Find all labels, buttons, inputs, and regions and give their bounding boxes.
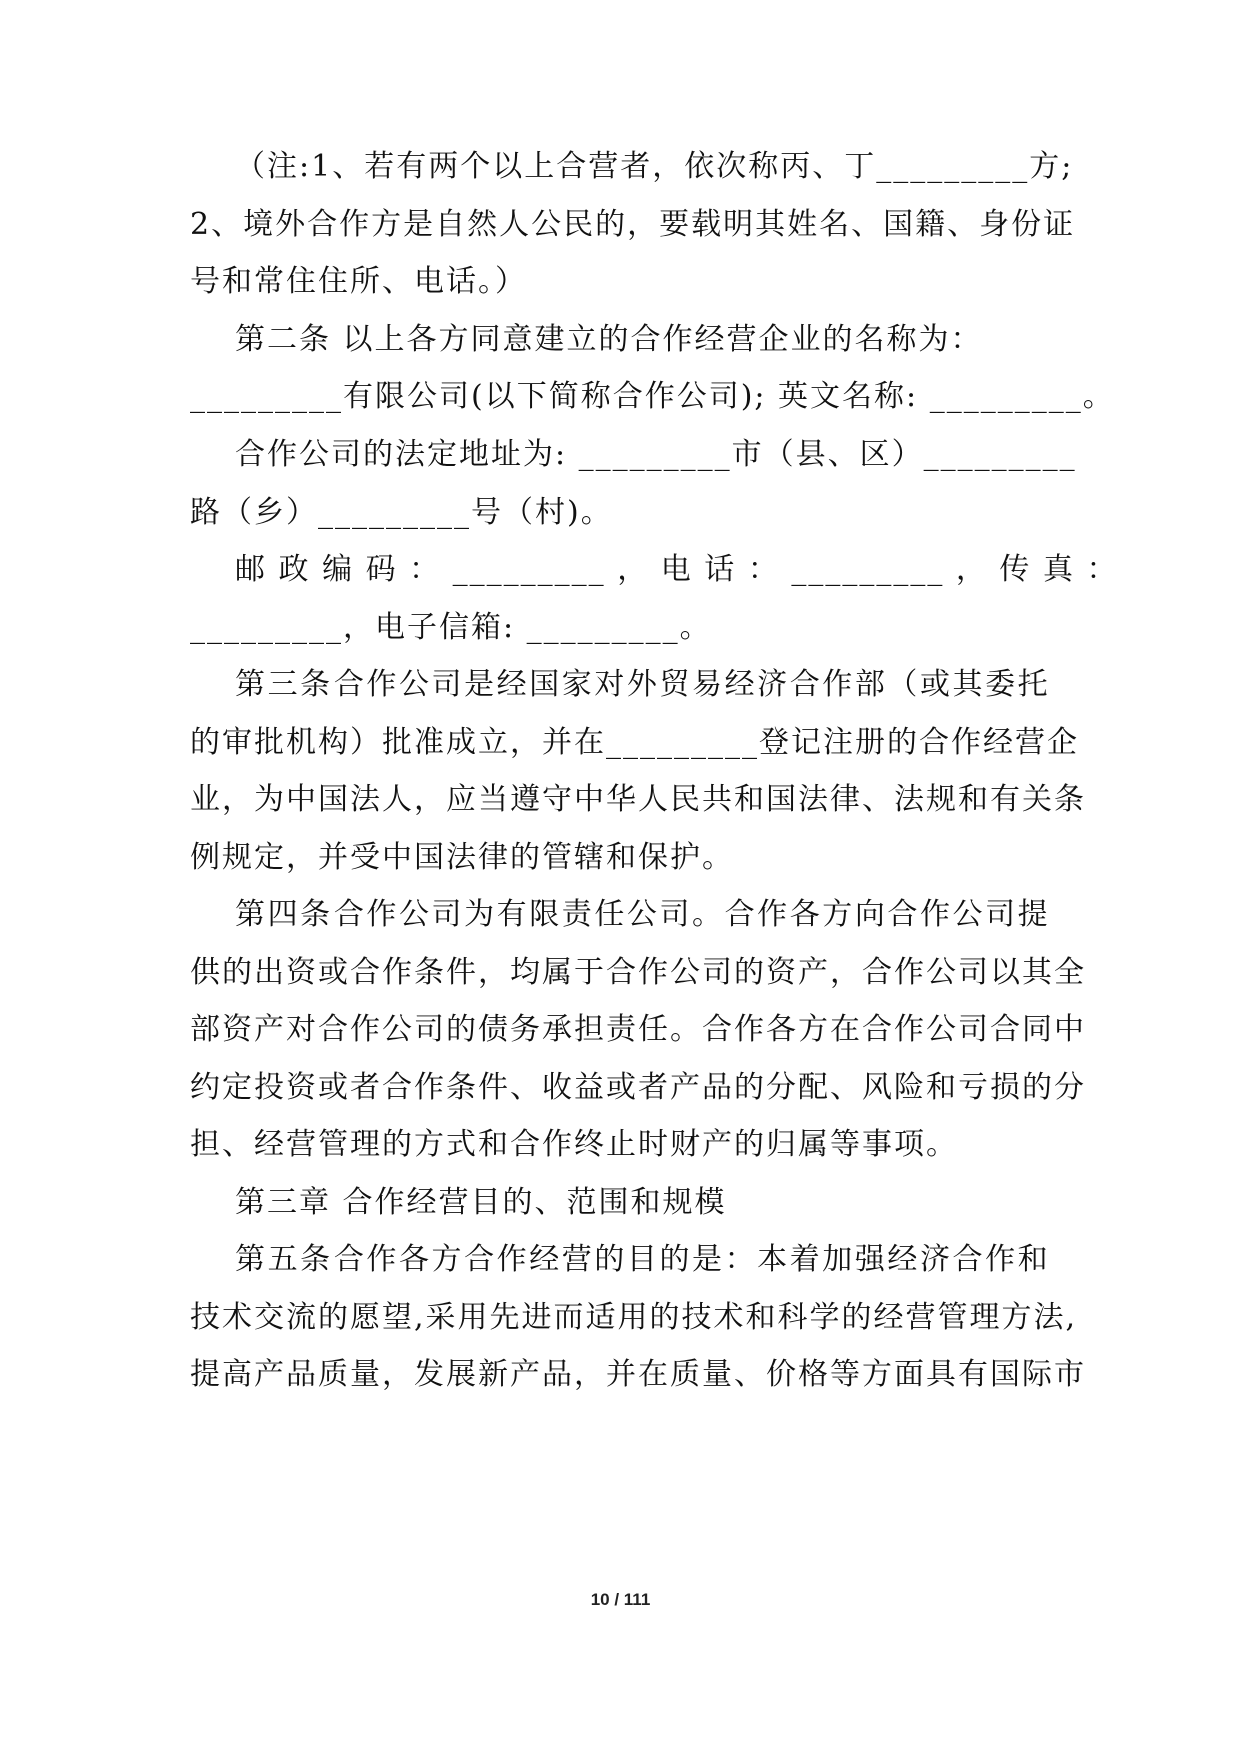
text-line: （ 注 : 1 、 若 有 两 个 以 上 合 营 者 ， 依 次 称 丙 、 丁 _ _ _ _ _ _ _ _ _ 方 ; — [235, 149, 1074, 184]
text-line: 第 五 条 合 作 各 方 合 作 经 营 的 目 的 是 ： 本 着 加 强 经 济 合 作 和 — [235, 1242, 1050, 1277]
text-line: 担、经营管理的方式和合作终止时财产的归属等事项。 — [190, 1127, 958, 1162]
page-number: 10 / 111 — [590, 1590, 651, 1609]
text-line: 路（乡）_________号（村)。 — [190, 495, 613, 530]
text-line: 合作公司的法定地址为: _________市（县、区）_________ — [235, 437, 1077, 472]
text-line: 部 资 产 对 合 作 公 司 的 债 务 承 担 责 任 。 合 作 各 方 在 合 作 公 司 合 同 中 — [190, 1012, 1086, 1047]
text-line: 2 、 境 外 合 作 方 是 自 然 人 公 民 的 ， 要 载 明 其 姓 名 、 国 籍 、 身 份 证 — [190, 207, 1076, 242]
text-line: 的 审 批 机 构 ） 批 准 成 立 ， 并 在 _ _ _ _ _ _ _ _ _ 登 记 注 册 的 合 作 经 营 企 — [190, 725, 1079, 760]
text-line: 例规定，并受中国法律的管辖和保护。 — [190, 840, 734, 875]
text-line: 技 术 交 流 的 愿 望 , 采 用 先 进 而 适 用 的 技 术 和 科 学 的 经 营 管 理 方 法 , — [190, 1300, 1078, 1335]
text-line: 业 ， 为 中 国 法 人 ， 应 当 遵 守 中 华 人 民 共 和 国 法 律 、 法 规 和 有 关 条 — [190, 782, 1086, 817]
text-line: 第二条 以上各方同意建立的合作经营企业的名称为： — [235, 322, 983, 357]
text-line: 约 定 投 资 或 者 合 作 条 件 、 收 益 或 者 产 品 的 分 配 、 风 险 和 亏 损 的 分 — [190, 1070, 1086, 1105]
text-line: 第 三 条 合 作 公 司 是 经 国 家 对 外 贸 易 经 济 合 作 部 （ 或 其 委 托 — [235, 667, 1050, 702]
chapter-heading: 第三章 合作经营目的、范围和规模 — [235, 1185, 727, 1220]
text-line: _________有限公司(以下简称合作公司); 英文名称: _________。 — [190, 379, 1115, 414]
text-line: 号和常住住所、电话。） — [190, 264, 527, 299]
text-line: _________，电子信箱: _________。 — [190, 610, 712, 645]
text-line: 邮 政 编 码 ： _________ ， 电 话 ： _________ ， 传 真 ： — [235, 552, 1119, 587]
text-line: 供 的 出 资 或 合 作 条 件 ， 均 属 于 合 作 公 司 的 资 产 ， 合 作 公 司 以 其 全 — [190, 955, 1086, 990]
text-line: 第 四 条 合 作 公 司 为 有 限 责 任 公 司 。 合 作 各 方 向 合 作 公 司 提 — [235, 897, 1050, 932]
text-line: 提 高 产 品 质 量 ， 发 展 新 产 品 ， 并 在 质 量 、 价 格 等 方 面 具 有 国 际 市 — [190, 1357, 1086, 1392]
